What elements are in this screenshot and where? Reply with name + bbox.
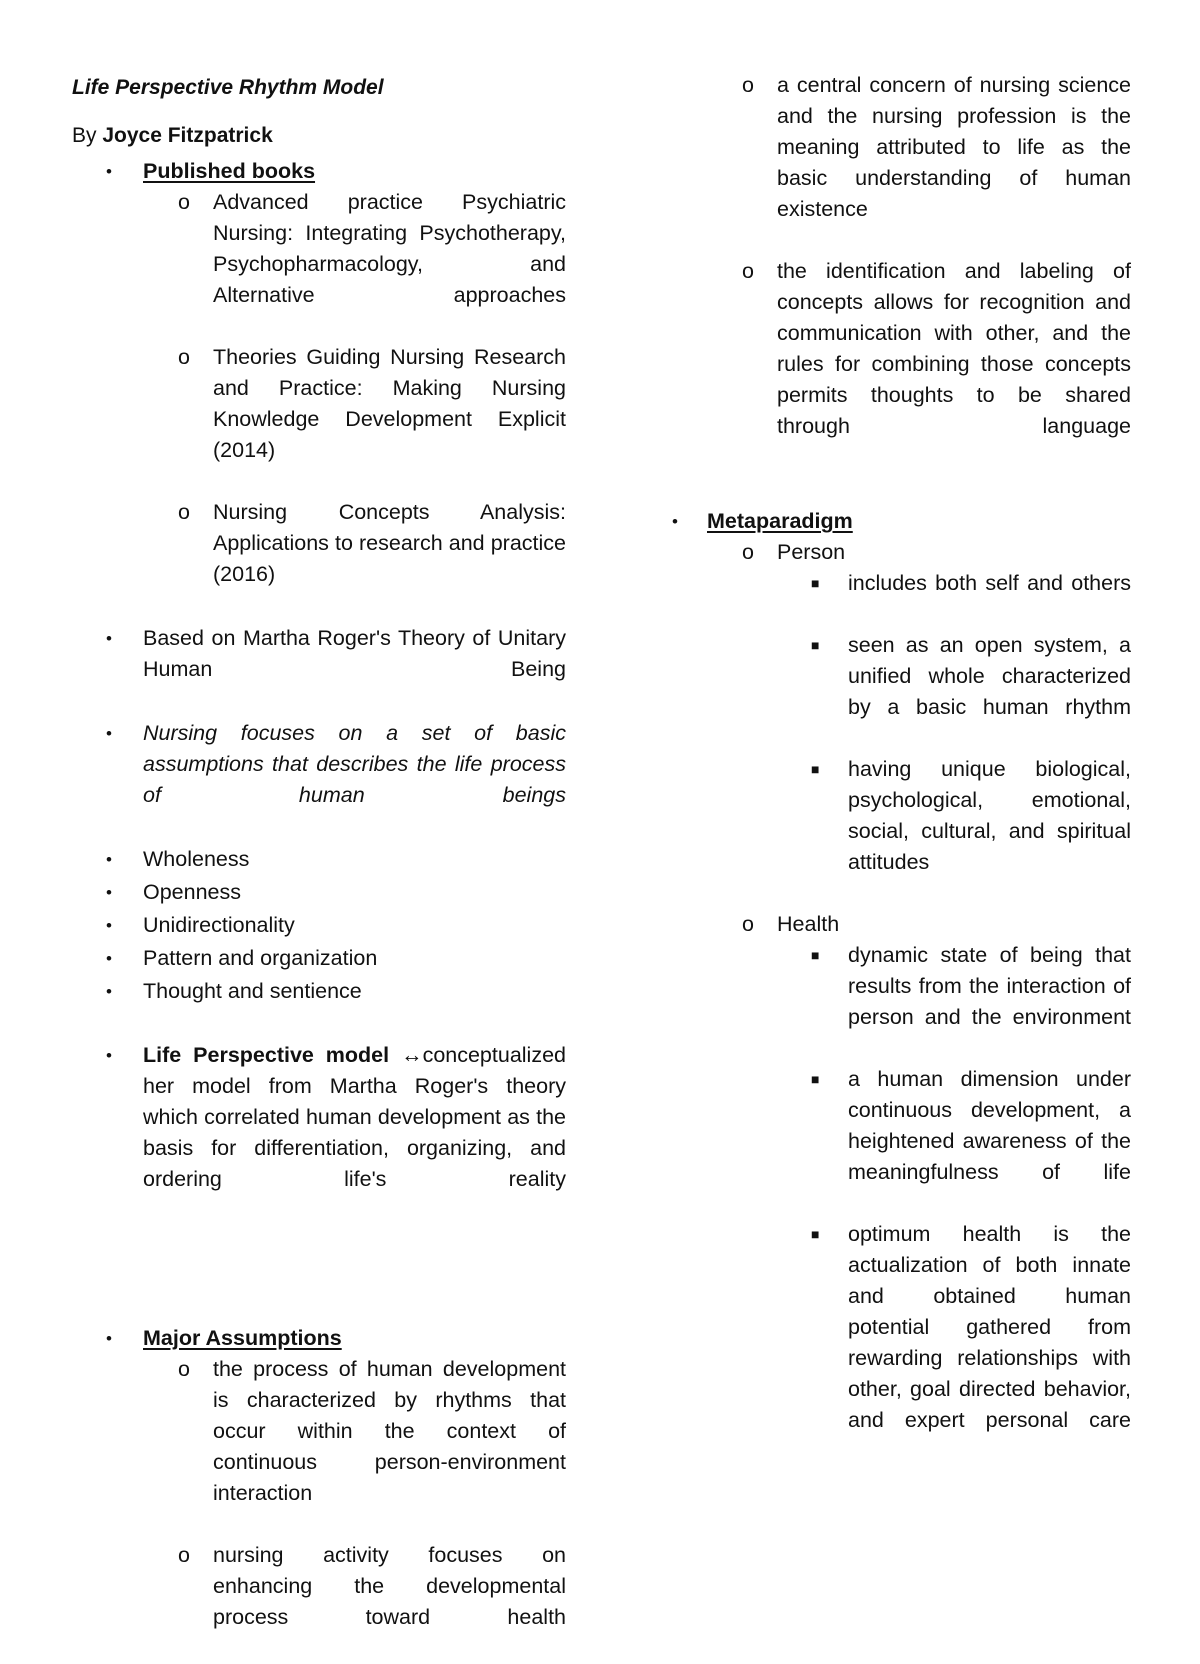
circle-marker: o <box>742 912 754 936</box>
book-title: Theories Guiding Nursing Research and Practice: Making Nursing Knowledge Development Explicit (2014) <box>213 345 566 462</box>
metaparadigm-item <box>640 506 1131 537</box>
circle-marker: o <box>742 540 754 564</box>
concept-item <box>72 877 566 908</box>
health-detail-text: a human dimension under continuous development, a heightened awareness of the meaningfulness of life <box>848 1067 1131 1184</box>
published-books-item <box>72 156 566 187</box>
assumption-text: nursing activity focuses on enhancing the developmental process toward health <box>213 1543 566 1629</box>
person-detail-text: having unique biological, psychological, emotional, social, cultural, and spiritual attitudes <box>848 757 1131 874</box>
assumption-item <box>72 1540 566 1664</box>
by-prefix: By <box>72 124 103 147</box>
focus-item <box>72 718 566 842</box>
health-detail-item <box>640 940 1131 1064</box>
major-assumptions-item <box>72 1323 566 1354</box>
concept-item <box>72 844 566 875</box>
concept-item <box>72 976 566 1007</box>
person-item <box>640 537 1131 568</box>
circle-marker: o <box>178 1357 190 1381</box>
book-title: Advanced practice Psychiatric Nursing: Integrating Psychotherapy, Psychopharmacology, and Alternative approaches <box>213 190 566 307</box>
book-item <box>72 187 566 342</box>
concept-text: Pattern and organization <box>143 946 378 970</box>
bullet-marker: • <box>106 629 112 648</box>
bullet-marker: • <box>106 850 112 869</box>
bullet-marker: • <box>106 162 112 181</box>
circle-marker: o <box>742 259 754 283</box>
book-item <box>72 497 566 621</box>
author-name: Joyce Fitzpatrick <box>102 124 273 147</box>
left-column <box>72 70 566 1664</box>
based-on-text: Based on Martha Roger's Theory of Unitary Human Being <box>143 626 566 681</box>
health-label: Health <box>777 912 840 936</box>
square-marker: ■ <box>811 575 820 591</box>
assumption-item <box>72 1354 566 1540</box>
health-item <box>640 909 1131 940</box>
health-detail-text: dynamic state of being that results from the interaction of person and the environment <box>848 943 1131 1029</box>
concept-text: Thought and sentience <box>143 979 362 1003</box>
metaparadigm-heading: Metaparadigm <box>707 509 853 533</box>
assumption-text: a central concern of nursing science and the nursing profession is the meaning attributed to life as the basic understanding of human existence <box>777 73 1131 221</box>
square-marker: ■ <box>811 761 820 777</box>
concept-text: Openness <box>143 880 242 904</box>
square-marker: ■ <box>811 1226 820 1242</box>
square-marker: ■ <box>811 1071 820 1087</box>
model-text: ↔conceptualized her model from Martha Roger's theory which correlated human development as the basis for differentiation, organizing, and ordering life's reality <box>143 1043 566 1191</box>
major-assumptions-heading: Major Assumptions <box>143 1326 342 1350</box>
assumption-item <box>640 70 1131 256</box>
assumption-text: the process of human development is characterized by rhythms that occur within the context of continuous person-environment interaction <box>213 1357 566 1505</box>
byline <box>72 120 566 151</box>
published-books-heading: Published books <box>143 159 316 183</box>
bullet-marker: • <box>106 883 112 902</box>
person-detail-item <box>640 568 1131 630</box>
circle-marker: o <box>178 500 190 524</box>
concept-text: Wholeness <box>143 847 250 871</box>
bullet-marker: • <box>106 916 112 935</box>
health-detail-text: optimum health is the actualization of both innate and obtained human potential gathered from rewarding relationships with other, goal directed behavior, and expert personal care <box>848 1222 1131 1432</box>
right-column <box>640 70 1131 1467</box>
circle-marker: o <box>178 1543 190 1567</box>
square-marker: ■ <box>811 947 820 963</box>
book-item <box>72 342 566 497</box>
based-on-item <box>72 623 566 716</box>
model-heading: Life Perspective model <box>143 1043 390 1067</box>
book-title: Nursing Concepts Analysis: Applications to research and practice (2016) <box>213 500 566 586</box>
health-detail-item <box>640 1064 1131 1219</box>
bullet-marker: • <box>106 982 112 1001</box>
assumption-item <box>640 256 1131 473</box>
assumption-text: the identification and labeling of concepts allows for recognition and communication with other, and the rules for combining those concepts permits thoughts to be shared through language <box>777 259 1131 438</box>
concept-item <box>72 910 566 941</box>
concept-item <box>72 943 566 974</box>
life-perspective-model-item <box>72 1040 566 1226</box>
focus-text: Nursing focuses on a set of basic assumptions that describes the life process of human beings <box>143 721 566 807</box>
circle-marker: o <box>178 190 190 214</box>
bullet-marker: • <box>672 512 678 531</box>
health-detail-item <box>640 1219 1131 1467</box>
square-marker: ■ <box>811 637 820 653</box>
bullet-marker: • <box>106 724 112 743</box>
person-detail-text: seen as an open system, a unified whole characterized by a basic human rhythm <box>848 633 1131 719</box>
concept-text: Unidirectionality <box>143 913 295 937</box>
bullet-marker: • <box>106 949 112 968</box>
bullet-marker: • <box>106 1046 112 1065</box>
person-detail-item <box>640 754 1131 909</box>
person-label: Person <box>777 540 846 564</box>
person-detail-item <box>640 630 1131 754</box>
person-detail-text: includes both self and others <box>848 571 1131 595</box>
circle-marker: o <box>742 73 754 97</box>
document-title: Life Perspective Rhythm Model <box>72 76 384 99</box>
circle-marker: o <box>178 345 190 369</box>
bullet-marker: • <box>106 1329 112 1348</box>
